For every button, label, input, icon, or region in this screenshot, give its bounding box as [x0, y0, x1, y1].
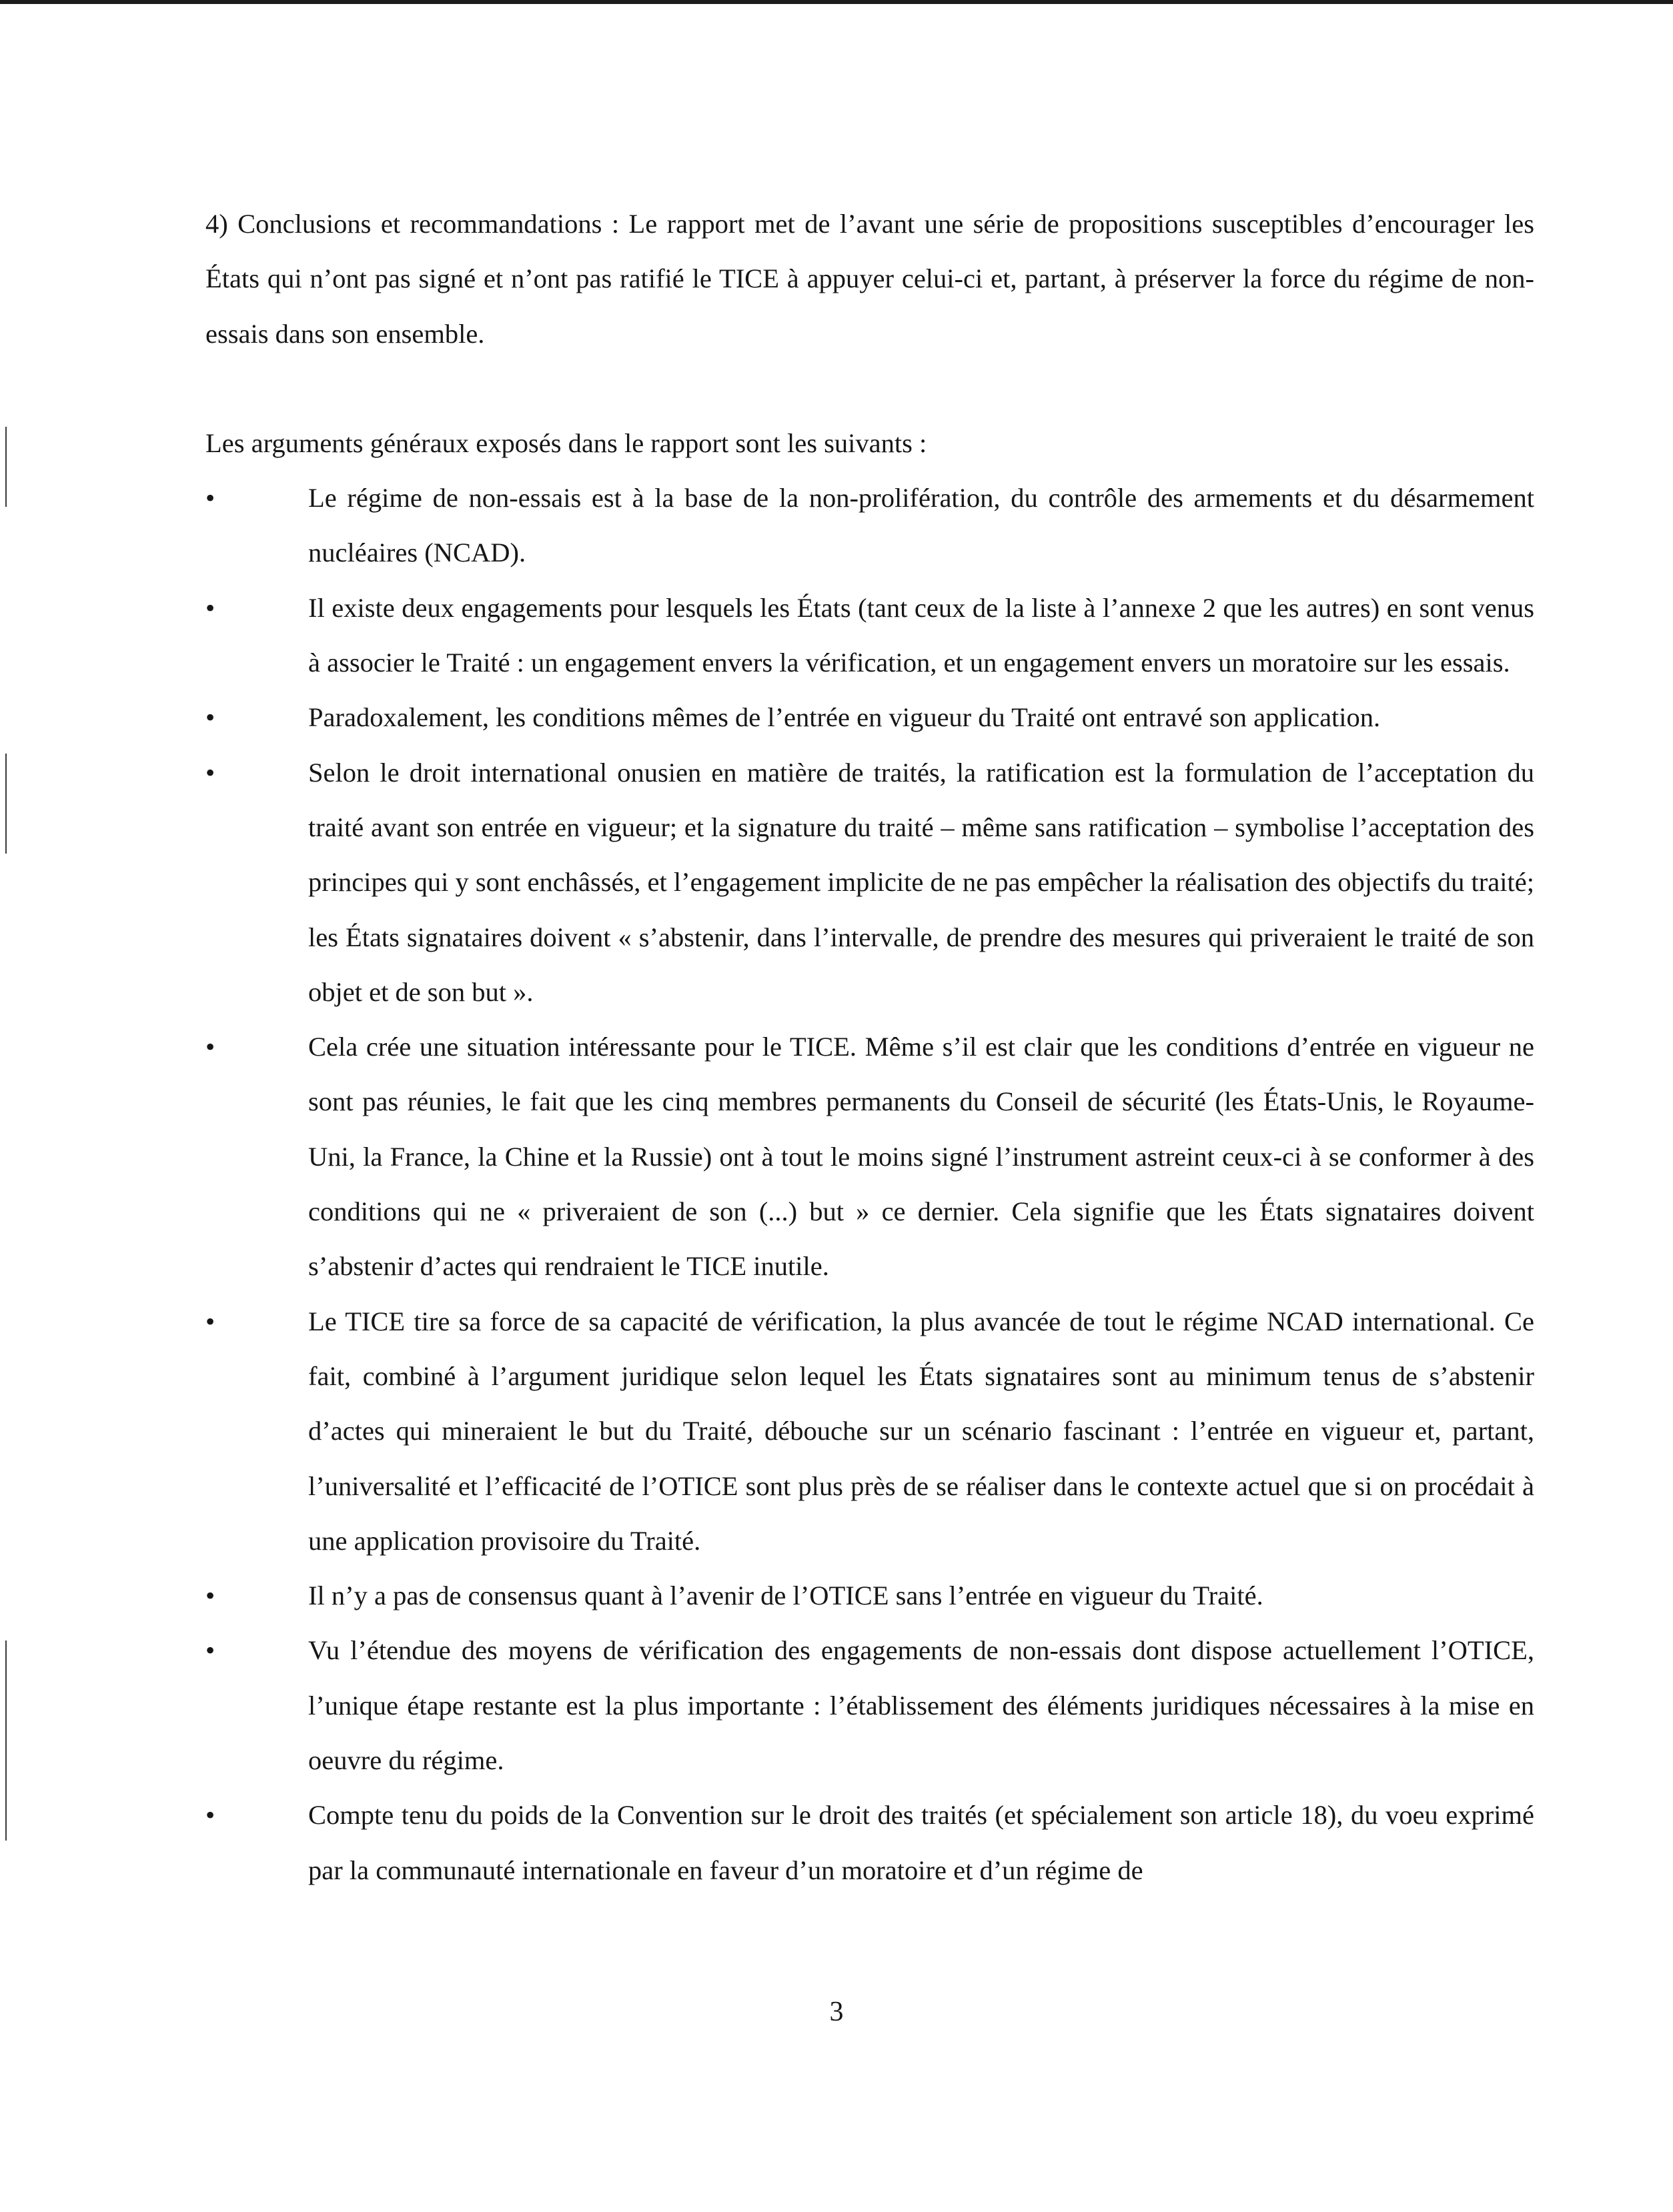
body-text: [205, 197, 1534, 1898]
list-item-text: Il n’y a pas de consensus quant à l’avenir de l’OTICE sans l’entrée en vigueur du Traité.: [308, 1580, 1263, 1611]
list-item: [205, 1788, 1534, 1898]
list-item: [205, 1294, 1534, 1568]
bullet-icon: •: [205, 757, 215, 788]
list-item: [205, 1568, 1534, 1623]
page-number: 3: [829, 1997, 844, 2027]
arguments-list: [205, 471, 1534, 1898]
bullet-icon: •: [205, 1032, 215, 1062]
scan-edge-mark: [5, 754, 7, 854]
conclusions-paragraph: 4) Conclusions et recommandations : Le rapport met de l’avant une série de propositions susceptibles d’encourager les États qui n’ont pas signé et n’ont pas ratifié le TICE à appuyer celui-ci et, partant, à préserver la force du régime de non-essais dans son ensemble.: [205, 209, 1534, 349]
arguments-intro: Les arguments généraux exposés dans le rapport sont les suivants :: [205, 427, 927, 458]
top-border-rule: [0, 0, 1673, 4]
list-item-text: Compte tenu du poids de la Convention sur le droit des traités (et spécialement son article 18), du voeu exprimé par la communauté internationale en faveur d’un moratoire et d’un régime de: [308, 1800, 1534, 1885]
bullet-icon: •: [205, 592, 215, 623]
list-item: [205, 1020, 1534, 1294]
list-item-text: Cela crée une situation intéressante pour le TICE. Même s’il est clair que les conditions d’entrée en vigueur ne sont pas réunies, le fait que les cinq membres permanents du Conseil de sécurité (les États-Unis, le Royaume-Uni, la France, la Chine et la Russie) ont à tout le moins signé l’instrument astreint ceux-ci à se conformer à des conditions qui ne « priveraient de son (...) but » ce dernier. Cela signifie que les États signataires doivent s’abstenir d’actes qui rendraient le TICE inutile.: [308, 1032, 1534, 1282]
bullet-icon: •: [205, 1306, 215, 1336]
list-item-text: Le régime de non-essais est à la base de la non-prolifération, du contrôle des armements et du désarmement nucléaires (NCAD).: [308, 483, 1534, 568]
bullet-icon: •: [205, 1800, 215, 1831]
bullet-icon: •: [205, 483, 215, 513]
bullet-icon: •: [205, 1635, 215, 1666]
list-item: [205, 746, 1534, 1020]
list-item: [205, 581, 1534, 691]
list-item: [205, 690, 1534, 745]
list-item: [205, 471, 1534, 581]
list-item-text: Vu l’étendue des moyens de vérification des engagements de non-essais dont dispose actuellement l’OTICE, l’unique étape restante est la plus importante : l’établissement des éléments juridiques nécessaires à la mise en oeuvre du régime.: [308, 1635, 1534, 1776]
list-item-text: Il existe deux engagements pour lesquels les États (tant ceux de la liste à l’annexe 2 que les autres) en sont venus à associer le Traité : un engagement envers la vérification, et un engagement envers un moratoire sur les essais.: [308, 592, 1534, 678]
list-item: [205, 1623, 1534, 1788]
bullet-icon: •: [205, 1580, 215, 1611]
list-item-text: Le TICE tire sa force de sa capacité de vérification, la plus avancée de tout le régime NCAD international. Ce fait, combiné à l’argument juridique selon lequel les États signataires sont au minimum tenus de s’abstenir d’actes qui mineraient le but du Traité, débouche sur un scénario fascinant : l’entrée en vigueur et, partant, l’universalité et l’efficacité de l’OTICE sont plus près de se réaliser dans le contexte actuel que si on procédait à une application provisoire du Traité.: [308, 1306, 1534, 1556]
scan-edge-mark: [5, 427, 7, 507]
list-item-text: Selon le droit international onusien en matière de traités, la ratification est la formulation de l’acceptation du traité avant son entrée en vigueur; et la signature du traité – même sans ratification – symbolise l’acceptation des principes qui y sont enchâssés, et l’engagement implicite de ne pas empêcher la réalisation des objectifs du traité; les États signataires doivent « s’abstenir, dans l’intervalle, de prendre des mesures qui priveraient le traité de son objet et de son but ».: [308, 757, 1534, 1007]
scan-edge-mark: [5, 1640, 7, 1841]
bullet-icon: •: [205, 702, 215, 733]
list-item-text: Paradoxalement, les conditions mêmes de l’entrée en vigueur du Traité ont entravé son application.: [308, 702, 1381, 733]
